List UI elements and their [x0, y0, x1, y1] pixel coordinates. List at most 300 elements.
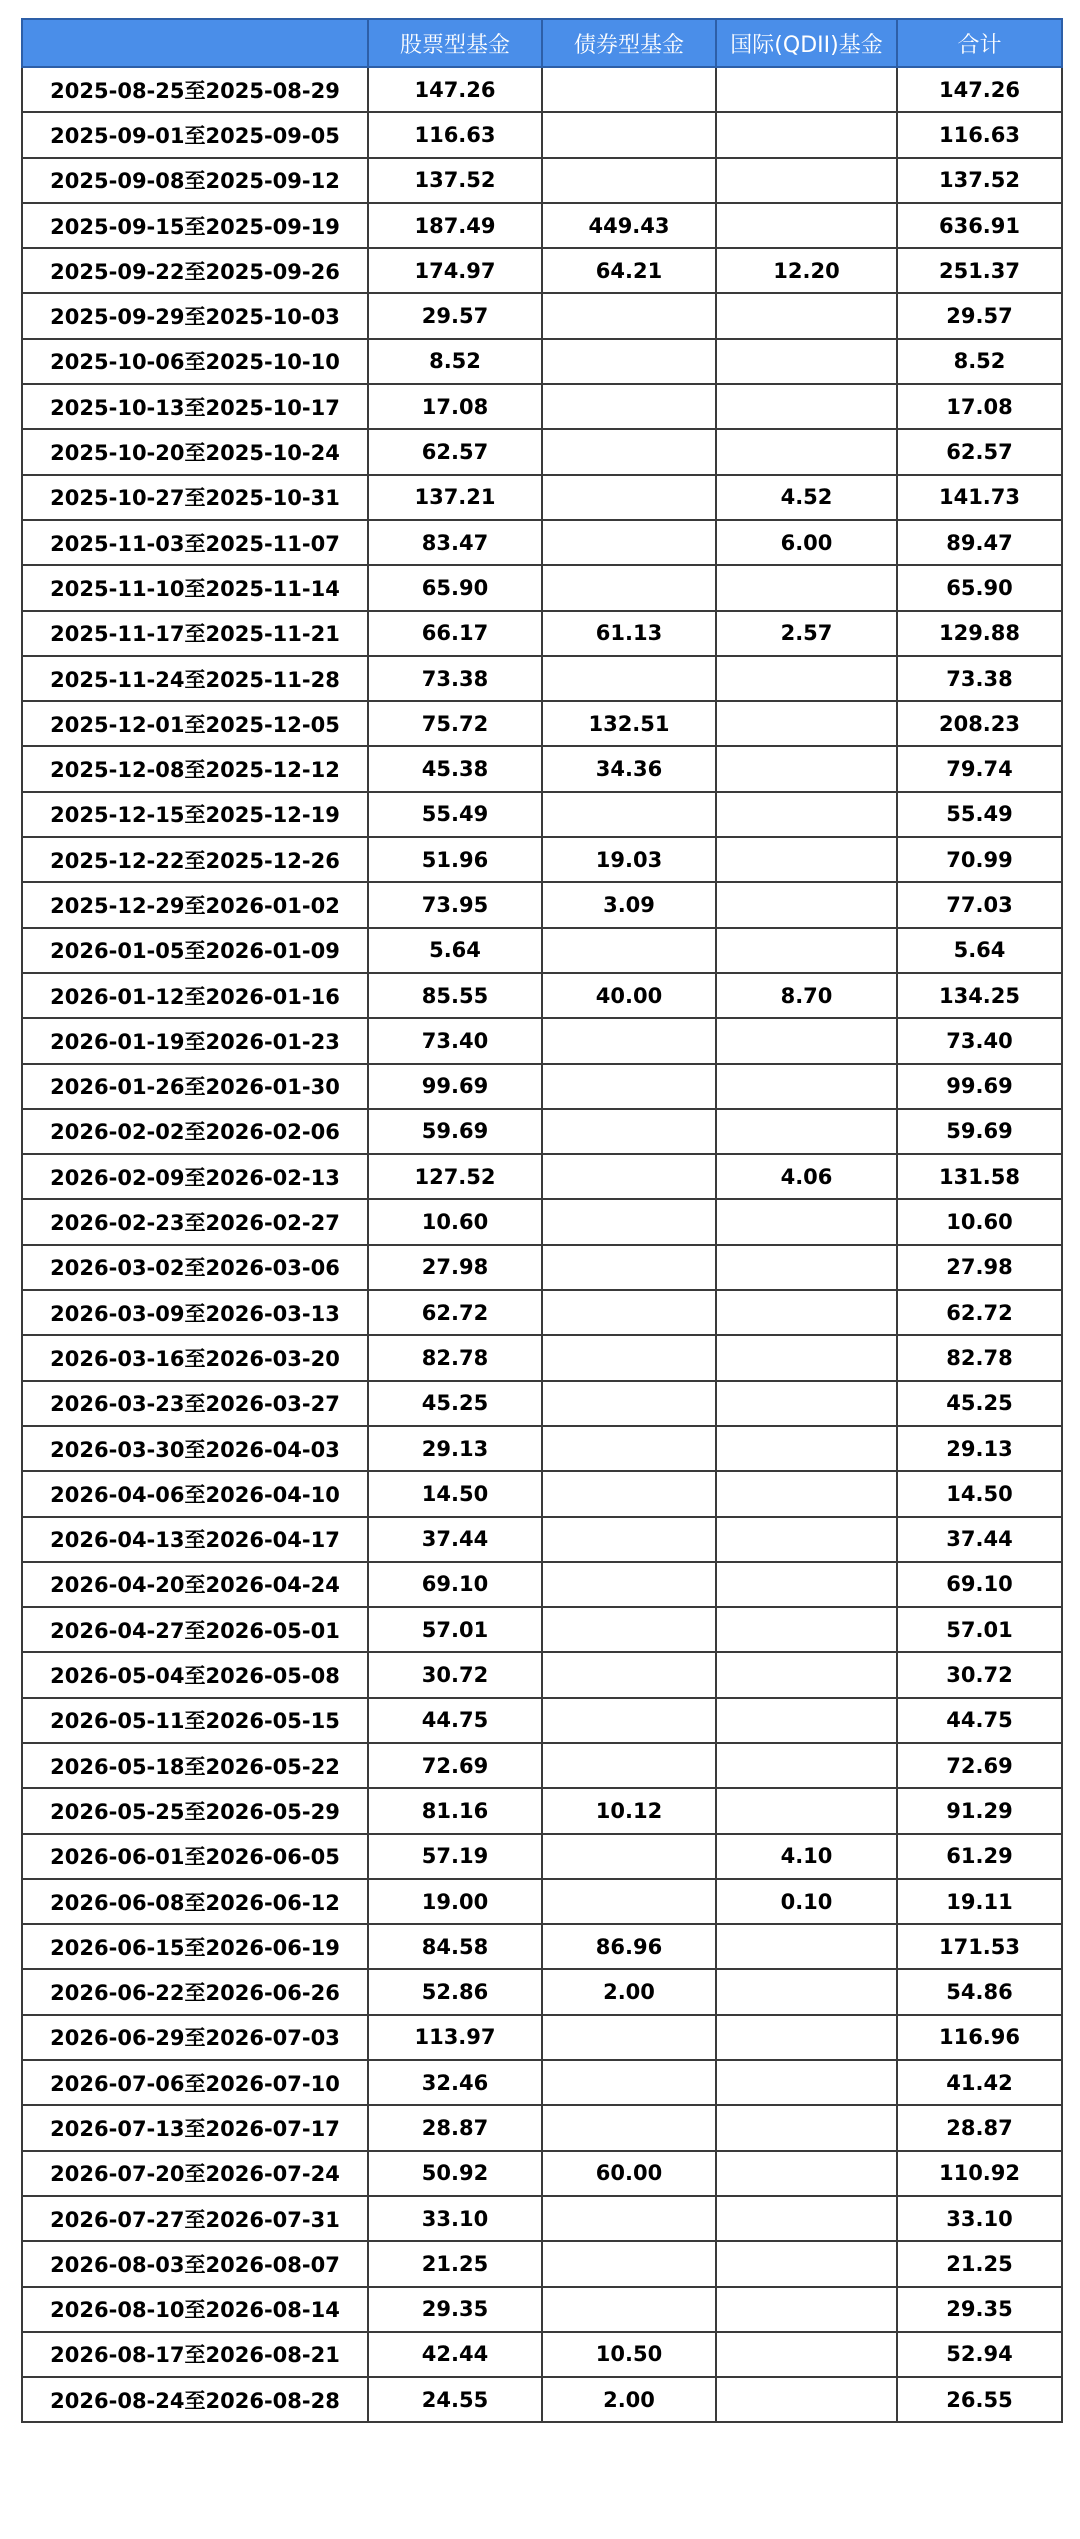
- stock-fund-cell: 30.72: [368, 1652, 542, 1697]
- table-row: [22, 112, 1062, 157]
- qdii-fund-cell: 6.00: [716, 520, 897, 565]
- total-cell: 147.26: [897, 67, 1062, 112]
- qdii-fund-cell: [716, 1607, 897, 1652]
- bond-fund-cell: [542, 1562, 716, 1607]
- bond-fund-cell: [542, 656, 716, 701]
- header-cell-bond-fund: 债券型基金: [542, 19, 716, 67]
- date-range-cell: 2025-09-22至2025-09-26: [22, 248, 368, 293]
- total-cell: 73.40: [897, 1018, 1062, 1063]
- total-cell: 69.10: [897, 1562, 1062, 1607]
- total-cell: 73.38: [897, 656, 1062, 701]
- header-cell-stock-fund: 股票型基金: [368, 19, 542, 67]
- bond-fund-cell: [542, 1834, 716, 1879]
- stock-fund-cell: 29.57: [368, 293, 542, 338]
- bond-fund-cell: [542, 1743, 716, 1788]
- total-cell: 110.92: [897, 2151, 1062, 2196]
- date-range-cell: 2026-03-02至2026-03-06: [22, 1245, 368, 1290]
- table-row: [22, 2332, 1062, 2377]
- qdii-fund-cell: [716, 1245, 897, 1290]
- stock-fund-cell: 52.86: [368, 1969, 542, 2014]
- bond-fund-cell: [542, 1064, 716, 1109]
- fund-table: [21, 18, 1063, 2423]
- table-row: [22, 2287, 1062, 2332]
- total-cell: 62.57: [897, 429, 1062, 474]
- bond-fund-cell: 10.50: [542, 2332, 716, 2377]
- date-range-cell: 2025-12-22至2025-12-26: [22, 837, 368, 882]
- total-cell: 72.69: [897, 1743, 1062, 1788]
- qdii-fund-cell: [716, 1969, 897, 2014]
- bond-fund-cell: [542, 2060, 716, 2105]
- total-cell: 55.49: [897, 792, 1062, 837]
- table-row: [22, 1517, 1062, 1562]
- total-cell: 65.90: [897, 565, 1062, 610]
- table-row: [22, 1969, 1062, 2014]
- stock-fund-cell: 137.52: [368, 158, 542, 203]
- bond-fund-cell: [542, 1154, 716, 1199]
- bond-fund-cell: [542, 67, 716, 112]
- total-cell: 41.42: [897, 2060, 1062, 2105]
- table-row: [22, 1109, 1062, 1154]
- qdii-fund-cell: [716, 1924, 897, 1969]
- total-cell: 17.08: [897, 384, 1062, 429]
- table-row: [22, 203, 1062, 248]
- table-row: [22, 1607, 1062, 1652]
- total-cell: 54.86: [897, 1969, 1062, 2014]
- bond-fund-cell: 2.00: [542, 1969, 716, 2014]
- bond-fund-cell: [542, 1607, 716, 1652]
- date-range-cell: 2026-04-06至2026-04-10: [22, 1471, 368, 1516]
- qdii-fund-cell: [716, 1743, 897, 1788]
- stock-fund-cell: 42.44: [368, 2332, 542, 2377]
- qdii-fund-cell: 12.20: [716, 248, 897, 293]
- date-range-cell: 2026-05-11至2026-05-15: [22, 1698, 368, 1743]
- stock-fund-cell: 116.63: [368, 112, 542, 157]
- table-row: [22, 1335, 1062, 1380]
- table-row: [22, 1426, 1062, 1471]
- bond-fund-cell: 10.12: [542, 1788, 716, 1833]
- table-row: [22, 1245, 1062, 1290]
- date-range-cell: 2025-11-17至2025-11-21: [22, 611, 368, 656]
- qdii-fund-cell: [716, 1788, 897, 1833]
- total-cell: 10.60: [897, 1199, 1062, 1244]
- stock-fund-cell: 27.98: [368, 1245, 542, 1290]
- stock-fund-cell: 21.25: [368, 2241, 542, 2286]
- bond-fund-cell: [542, 112, 716, 157]
- stock-fund-cell: 85.55: [368, 973, 542, 1018]
- qdii-fund-cell: [716, 1698, 897, 1743]
- date-range-cell: 2026-07-27至2026-07-31: [22, 2196, 368, 2241]
- date-range-cell: 2026-07-20至2026-07-24: [22, 2151, 368, 2196]
- stock-fund-cell: 8.52: [368, 339, 542, 384]
- stock-fund-cell: 147.26: [368, 67, 542, 112]
- qdii-fund-cell: [716, 1471, 897, 1516]
- total-cell: 251.37: [897, 248, 1062, 293]
- date-range-cell: 2026-01-26至2026-01-30: [22, 1064, 368, 1109]
- bond-fund-cell: 19.03: [542, 837, 716, 882]
- total-cell: 30.72: [897, 1652, 1062, 1697]
- stock-fund-cell: 55.49: [368, 792, 542, 837]
- qdii-fund-cell: 2.57: [716, 611, 897, 656]
- bond-fund-cell: [542, 928, 716, 973]
- date-range-cell: 2025-10-20至2025-10-24: [22, 429, 368, 474]
- date-range-cell: 2026-08-10至2026-08-14: [22, 2287, 368, 2332]
- total-cell: 27.98: [897, 1245, 1062, 1290]
- total-cell: 57.01: [897, 1607, 1062, 1652]
- date-range-cell: 2025-11-03至2025-11-07: [22, 520, 368, 565]
- total-cell: 29.35: [897, 2287, 1062, 2332]
- total-cell: 116.63: [897, 112, 1062, 157]
- date-range-cell: 2025-12-29至2026-01-02: [22, 882, 368, 927]
- qdii-fund-cell: [716, 792, 897, 837]
- total-cell: 59.69: [897, 1109, 1062, 1154]
- total-cell: 5.64: [897, 928, 1062, 973]
- bond-fund-cell: [542, 565, 716, 610]
- table-row: [22, 339, 1062, 384]
- qdii-fund-cell: [716, 293, 897, 338]
- date-range-cell: 2026-07-13至2026-07-17: [22, 2105, 368, 2150]
- bond-fund-cell: [542, 339, 716, 384]
- total-cell: 116.96: [897, 2015, 1062, 2060]
- bond-fund-cell: [542, 1290, 716, 1335]
- total-cell: 8.52: [897, 339, 1062, 384]
- bond-fund-cell: [542, 520, 716, 565]
- table-row: [22, 1698, 1062, 1743]
- table-row: [22, 1834, 1062, 1879]
- table-row: [22, 248, 1062, 293]
- qdii-fund-cell: [716, 2287, 897, 2332]
- table-row: [22, 746, 1062, 791]
- table-row: [22, 2151, 1062, 2196]
- date-range-cell: 2025-11-24至2025-11-28: [22, 656, 368, 701]
- qdii-fund-cell: [716, 2105, 897, 2150]
- bond-fund-cell: [542, 475, 716, 520]
- bond-fund-cell: [542, 1698, 716, 1743]
- stock-fund-cell: 65.90: [368, 565, 542, 610]
- bond-fund-cell: [542, 792, 716, 837]
- qdii-fund-cell: [716, 1426, 897, 1471]
- table-row: [22, 1381, 1062, 1426]
- date-range-cell: 2026-04-20至2026-04-24: [22, 1562, 368, 1607]
- qdii-fund-cell: [716, 1562, 897, 1607]
- table-row: [22, 1879, 1062, 1924]
- bond-fund-cell: [542, 1879, 716, 1924]
- total-cell: 52.94: [897, 2332, 1062, 2377]
- table-row: [22, 611, 1062, 656]
- date-range-cell: 2026-01-12至2026-01-16: [22, 973, 368, 1018]
- qdii-fund-cell: [716, 112, 897, 157]
- qdii-fund-cell: 8.70: [716, 973, 897, 1018]
- total-cell: 77.03: [897, 882, 1062, 927]
- qdii-fund-cell: [716, 746, 897, 791]
- stock-fund-cell: 113.97: [368, 2015, 542, 2060]
- bond-fund-cell: [542, 1245, 716, 1290]
- total-cell: 29.13: [897, 1426, 1062, 1471]
- total-cell: 28.87: [897, 2105, 1062, 2150]
- total-cell: 134.25: [897, 973, 1062, 1018]
- table-row: [22, 928, 1062, 973]
- bond-fund-cell: 3.09: [542, 882, 716, 927]
- bond-fund-cell: 40.00: [542, 973, 716, 1018]
- stock-fund-cell: 19.00: [368, 1879, 542, 1924]
- fund-table-container: [21, 18, 1061, 2423]
- table-row: [22, 565, 1062, 610]
- stock-fund-cell: 62.57: [368, 429, 542, 474]
- stock-fund-cell: 84.58: [368, 1924, 542, 1969]
- stock-fund-cell: 17.08: [368, 384, 542, 429]
- stock-fund-cell: 51.96: [368, 837, 542, 882]
- date-range-cell: 2026-03-09至2026-03-13: [22, 1290, 368, 1335]
- qdii-fund-cell: [716, 67, 897, 112]
- table-row: [22, 2060, 1062, 2105]
- table-row: [22, 1018, 1062, 1063]
- bond-fund-cell: [542, 1109, 716, 1154]
- table-row: [22, 475, 1062, 520]
- table-row: [22, 1154, 1062, 1199]
- qdii-fund-cell: [716, 1290, 897, 1335]
- table-row: [22, 701, 1062, 746]
- total-cell: 70.99: [897, 837, 1062, 882]
- date-range-cell: 2026-01-05至2026-01-09: [22, 928, 368, 973]
- stock-fund-cell: 45.38: [368, 746, 542, 791]
- bond-fund-cell: [542, 2105, 716, 2150]
- qdii-fund-cell: [716, 1381, 897, 1426]
- date-range-cell: 2025-09-08至2025-09-12: [22, 158, 368, 203]
- bond-fund-cell: [542, 384, 716, 429]
- total-cell: 82.78: [897, 1335, 1062, 1380]
- bond-fund-cell: [542, 1517, 716, 1562]
- stock-fund-cell: 81.16: [368, 1788, 542, 1833]
- qdii-fund-cell: [716, 1064, 897, 1109]
- stock-fund-cell: 174.97: [368, 248, 542, 293]
- qdii-fund-cell: [716, 1199, 897, 1244]
- total-cell: 37.44: [897, 1517, 1062, 1562]
- total-cell: 171.53: [897, 1924, 1062, 1969]
- stock-fund-cell: 137.21: [368, 475, 542, 520]
- total-cell: 14.50: [897, 1471, 1062, 1516]
- stock-fund-cell: 99.69: [368, 1064, 542, 1109]
- header-cell-total: 合计: [897, 19, 1062, 67]
- table-row: [22, 1562, 1062, 1607]
- table-row: [22, 1743, 1062, 1788]
- date-range-cell: 2026-02-23至2026-02-27: [22, 1199, 368, 1244]
- date-range-cell: 2026-03-23至2026-03-27: [22, 1381, 368, 1426]
- bond-fund-cell: 86.96: [542, 1924, 716, 1969]
- bond-fund-cell: [542, 1335, 716, 1380]
- bond-fund-cell: [542, 1471, 716, 1516]
- header-cell-qdii-fund: 国际(QDII)基金: [716, 19, 897, 67]
- bond-fund-cell: [542, 2196, 716, 2241]
- date-range-cell: 2025-10-13至2025-10-17: [22, 384, 368, 429]
- qdii-fund-cell: [716, 2241, 897, 2286]
- qdii-fund-cell: [716, 429, 897, 474]
- bond-fund-cell: [542, 1381, 716, 1426]
- date-range-cell: 2026-06-22至2026-06-26: [22, 1969, 368, 2014]
- qdii-fund-cell: [716, 1517, 897, 1562]
- date-range-cell: 2026-06-01至2026-06-05: [22, 1834, 368, 1879]
- date-range-cell: 2025-12-08至2025-12-12: [22, 746, 368, 791]
- stock-fund-cell: 28.87: [368, 2105, 542, 2150]
- stock-fund-cell: 32.46: [368, 2060, 542, 2105]
- bond-fund-cell: [542, 429, 716, 474]
- table-row: [22, 158, 1062, 203]
- table-row: [22, 1471, 1062, 1516]
- total-cell: 44.75: [897, 1698, 1062, 1743]
- stock-fund-cell: 187.49: [368, 203, 542, 248]
- stock-fund-cell: 69.10: [368, 1562, 542, 1607]
- date-range-cell: 2026-08-17至2026-08-21: [22, 2332, 368, 2377]
- date-range-cell: 2026-07-06至2026-07-10: [22, 2060, 368, 2105]
- stock-fund-cell: 73.38: [368, 656, 542, 701]
- stock-fund-cell: 29.35: [368, 2287, 542, 2332]
- date-range-cell: 2026-05-04至2026-05-08: [22, 1652, 368, 1697]
- table-row: [22, 67, 1062, 112]
- total-cell: 33.10: [897, 2196, 1062, 2241]
- qdii-fund-cell: [716, 701, 897, 746]
- stock-fund-cell: 73.95: [368, 882, 542, 927]
- bond-fund-cell: 449.43: [542, 203, 716, 248]
- table-row: [22, 656, 1062, 701]
- table-row: [22, 2377, 1062, 2422]
- table-row: [22, 882, 1062, 927]
- total-cell: 26.55: [897, 2377, 1062, 2422]
- bond-fund-cell: 61.13: [542, 611, 716, 656]
- qdii-fund-cell: [716, 1109, 897, 1154]
- date-range-cell: 2026-08-24至2026-08-28: [22, 2377, 368, 2422]
- date-range-cell: 2026-02-09至2026-02-13: [22, 1154, 368, 1199]
- date-range-cell: 2026-06-15至2026-06-19: [22, 1924, 368, 1969]
- qdii-fund-cell: [716, 203, 897, 248]
- date-range-cell: 2025-09-01至2025-09-05: [22, 112, 368, 157]
- table-row: [22, 2196, 1062, 2241]
- table-row: [22, 1290, 1062, 1335]
- stock-fund-cell: 72.69: [368, 1743, 542, 1788]
- total-cell: 131.58: [897, 1154, 1062, 1199]
- date-range-cell: 2025-09-29至2025-10-03: [22, 293, 368, 338]
- bond-fund-cell: [542, 2287, 716, 2332]
- total-cell: 137.52: [897, 158, 1062, 203]
- table-row: [22, 1064, 1062, 1109]
- bond-fund-cell: [542, 1652, 716, 1697]
- date-range-cell: 2026-06-29至2026-07-03: [22, 2015, 368, 2060]
- qdii-fund-cell: 4.52: [716, 475, 897, 520]
- total-cell: 62.72: [897, 1290, 1062, 1335]
- qdii-fund-cell: [716, 1335, 897, 1380]
- table-row: [22, 384, 1062, 429]
- stock-fund-cell: 33.10: [368, 2196, 542, 2241]
- stock-fund-cell: 10.60: [368, 1199, 542, 1244]
- stock-fund-cell: 82.78: [368, 1335, 542, 1380]
- total-cell: 141.73: [897, 475, 1062, 520]
- qdii-fund-cell: [716, 158, 897, 203]
- qdii-fund-cell: 0.10: [716, 1879, 897, 1924]
- stock-fund-cell: 50.92: [368, 2151, 542, 2196]
- stock-fund-cell: 44.75: [368, 1698, 542, 1743]
- table-row: [22, 520, 1062, 565]
- stock-fund-cell: 57.01: [368, 1607, 542, 1652]
- date-range-cell: 2025-12-01至2025-12-05: [22, 701, 368, 746]
- date-range-cell: 2026-03-30至2026-04-03: [22, 1426, 368, 1471]
- qdii-fund-cell: [716, 2151, 897, 2196]
- date-range-cell: 2026-03-16至2026-03-20: [22, 1335, 368, 1380]
- total-cell: 89.47: [897, 520, 1062, 565]
- qdii-fund-cell: [716, 837, 897, 882]
- date-range-cell: 2026-05-18至2026-05-22: [22, 1743, 368, 1788]
- stock-fund-cell: 5.64: [368, 928, 542, 973]
- qdii-fund-cell: 4.10: [716, 1834, 897, 1879]
- date-range-cell: 2025-08-25至2025-08-29: [22, 67, 368, 112]
- bond-fund-cell: [542, 1199, 716, 1244]
- bond-fund-cell: 2.00: [542, 2377, 716, 2422]
- table-row: [22, 973, 1062, 1018]
- bond-fund-cell: 64.21: [542, 248, 716, 293]
- table-row: [22, 293, 1062, 338]
- date-range-cell: 2025-10-06至2025-10-10: [22, 339, 368, 384]
- date-range-cell: 2026-01-19至2026-01-23: [22, 1018, 368, 1063]
- header-cell-date: [22, 19, 368, 67]
- date-range-cell: 2026-04-13至2026-04-17: [22, 1517, 368, 1562]
- qdii-fund-cell: [716, 339, 897, 384]
- date-range-cell: 2026-08-03至2026-08-07: [22, 2241, 368, 2286]
- table-row: [22, 792, 1062, 837]
- table-row: [22, 2241, 1062, 2286]
- total-cell: 99.69: [897, 1064, 1062, 1109]
- stock-fund-cell: 75.72: [368, 701, 542, 746]
- total-cell: 91.29: [897, 1788, 1062, 1833]
- stock-fund-cell: 14.50: [368, 1471, 542, 1516]
- stock-fund-cell: 24.55: [368, 2377, 542, 2422]
- qdii-fund-cell: 4.06: [716, 1154, 897, 1199]
- bond-fund-cell: 132.51: [542, 701, 716, 746]
- qdii-fund-cell: [716, 2060, 897, 2105]
- table-row: [22, 1924, 1062, 1969]
- date-range-cell: 2025-12-15至2025-12-19: [22, 792, 368, 837]
- qdii-fund-cell: [716, 1018, 897, 1063]
- date-range-cell: 2025-09-15至2025-09-19: [22, 203, 368, 248]
- total-cell: 19.11: [897, 1879, 1062, 1924]
- bond-fund-cell: [542, 2241, 716, 2286]
- qdii-fund-cell: [716, 2332, 897, 2377]
- date-range-cell: 2026-02-02至2026-02-06: [22, 1109, 368, 1154]
- total-cell: 636.91: [897, 203, 1062, 248]
- qdii-fund-cell: [716, 2377, 897, 2422]
- table-row: [22, 429, 1062, 474]
- table-body: [22, 67, 1062, 2422]
- stock-fund-cell: 127.52: [368, 1154, 542, 1199]
- qdii-fund-cell: [716, 2015, 897, 2060]
- qdii-fund-cell: [716, 2196, 897, 2241]
- header-row: [22, 19, 1062, 67]
- bond-fund-cell: [542, 293, 716, 338]
- stock-fund-cell: 62.72: [368, 1290, 542, 1335]
- table-row: [22, 837, 1062, 882]
- total-cell: 45.25: [897, 1381, 1062, 1426]
- bond-fund-cell: 60.00: [542, 2151, 716, 2196]
- qdii-fund-cell: [716, 882, 897, 927]
- qdii-fund-cell: [716, 1652, 897, 1697]
- total-cell: 61.29: [897, 1834, 1062, 1879]
- stock-fund-cell: 29.13: [368, 1426, 542, 1471]
- date-range-cell: 2026-05-25至2026-05-29: [22, 1788, 368, 1833]
- table-row: [22, 1199, 1062, 1244]
- qdii-fund-cell: [716, 928, 897, 973]
- bond-fund-cell: [542, 1426, 716, 1471]
- bond-fund-cell: [542, 1018, 716, 1063]
- stock-fund-cell: 83.47: [368, 520, 542, 565]
- total-cell: 29.57: [897, 293, 1062, 338]
- total-cell: 208.23: [897, 701, 1062, 746]
- stock-fund-cell: 73.40: [368, 1018, 542, 1063]
- stock-fund-cell: 59.69: [368, 1109, 542, 1154]
